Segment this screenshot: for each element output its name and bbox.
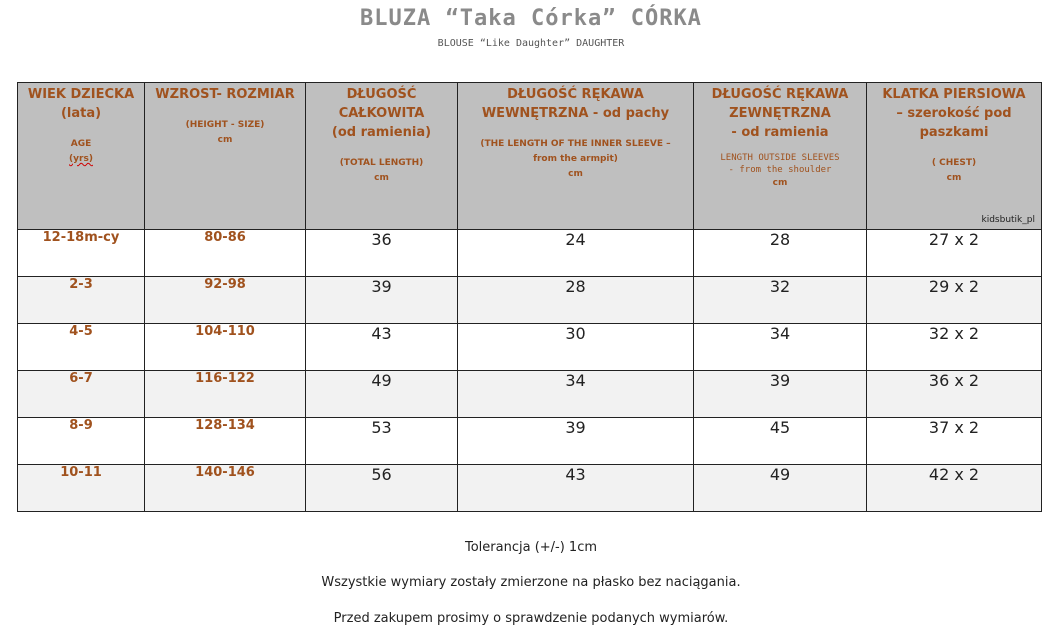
- cell-size: 104-110: [145, 324, 306, 371]
- header-total-length-en: (TOTAL LENGTH) cm: [339, 158, 424, 183]
- table-row: [18, 230, 1042, 277]
- watermark-text: kidsbutik_pl: [981, 215, 1035, 225]
- header-height-size-label: WZROST- ROZMIAR: [155, 87, 295, 102]
- header-age: [18, 83, 145, 230]
- cell-age: 10-11: [18, 465, 145, 512]
- cell-chest: 36 x 2: [867, 371, 1042, 418]
- cell-inner-sleeve: 28: [458, 277, 694, 324]
- cell-outer-sleeve: 45: [694, 418, 867, 465]
- header-inner-sleeve-label: DŁUGOŚĆ RĘKAWA WEWNĘTRZNA - od pachy: [481, 87, 670, 121]
- page-subtitle: BLOUSE “Like Daughter” DAUGHTER: [437, 38, 625, 49]
- cell-total-length: 49: [306, 371, 458, 418]
- cell-chest: 29 x 2: [867, 277, 1042, 324]
- cell-inner-sleeve: 43: [458, 465, 694, 512]
- header-outer-sleeve-unit: cm: [772, 178, 788, 188]
- check-before-purchase-note: Przed zakupem prosimy o sprawdzenie podanych wymiarów.: [333, 611, 729, 626]
- cell-age: 8-9: [18, 418, 145, 465]
- header-height-size: [145, 83, 306, 230]
- header-chest-en: ( CHEST) cm: [931, 158, 977, 183]
- cell-age: 2-3: [18, 277, 145, 324]
- cell-size: 92-98: [145, 277, 306, 324]
- cell-size: 128-134: [145, 418, 306, 465]
- tolerance-note: Tolerancja (+/-) 1cm: [464, 540, 598, 555]
- header-inner-sleeve: [458, 83, 694, 230]
- cell-outer-sleeve: 49: [694, 465, 867, 512]
- cell-inner-sleeve: 30: [458, 324, 694, 371]
- header-height-size-en: (HEIGHT - SIZE) cm: [185, 120, 265, 145]
- header-chest: [867, 83, 1042, 230]
- cell-chest: 32 x 2: [867, 324, 1042, 371]
- cell-inner-sleeve: 39: [458, 418, 694, 465]
- cell-total-length: 53: [306, 418, 458, 465]
- header-age-en: AGE: [70, 139, 92, 149]
- cell-total-length: 43: [306, 324, 458, 371]
- header-age-unit: (yrs): [69, 154, 93, 164]
- cell-total-length: 36: [306, 230, 458, 277]
- table-header-row: [18, 83, 1042, 230]
- header-age-label: WIEK DZIECKA (lata): [27, 87, 135, 121]
- cell-age: 6-7: [18, 371, 145, 418]
- measurement-note: Wszystkie wymiary zostały zmierzone na płasko bez naciągania.: [321, 575, 741, 590]
- header-total-length: [306, 83, 458, 230]
- cell-outer-sleeve: 34: [694, 324, 867, 371]
- table-row: [18, 418, 1042, 465]
- size-table: [17, 82, 1042, 512]
- header-outer-sleeve-en: LENGTH OUTSIDE SLEEVES - from the shoulder: [720, 153, 840, 175]
- cell-age: 12-18m-cy: [18, 230, 145, 277]
- cell-outer-sleeve: 32: [694, 277, 867, 324]
- cell-chest: 42 x 2: [867, 465, 1042, 512]
- cell-chest: 27 x 2: [867, 230, 1042, 277]
- cell-size: 140-146: [145, 465, 306, 512]
- cell-outer-sleeve: 39: [694, 371, 867, 418]
- header-total-length-label: DŁUGOŚĆ CAŁKOWITA (od ramienia): [331, 87, 432, 140]
- cell-total-length: 56: [306, 465, 458, 512]
- table-row: [18, 465, 1042, 512]
- header-outer-sleeve: [694, 83, 867, 230]
- cell-inner-sleeve: 24: [458, 230, 694, 277]
- page-title: BLUZA “Taka Córka” CÓRKA: [360, 6, 702, 31]
- cell-inner-sleeve: 34: [458, 371, 694, 418]
- cell-total-length: 39: [306, 277, 458, 324]
- table-row: [18, 371, 1042, 418]
- cell-size: 80-86: [145, 230, 306, 277]
- cell-chest: 37 x 2: [867, 418, 1042, 465]
- cell-outer-sleeve: 28: [694, 230, 867, 277]
- header-chest-label: KLATKA PIERSIOWA – szerokość pod paszkami: [882, 87, 1026, 140]
- header-outer-sleeve-label: DŁUGOŚĆ RĘKAWA ZEWNĘTRZNA - od ramienia: [711, 87, 849, 140]
- table-row: [18, 324, 1042, 371]
- table-row: [18, 277, 1042, 324]
- cell-size: 116-122: [145, 371, 306, 418]
- header-inner-sleeve-en: (THE LENGTH OF THE INNER SLEEVE – from the armpit) cm: [480, 139, 671, 179]
- cell-age: 4-5: [18, 324, 145, 371]
